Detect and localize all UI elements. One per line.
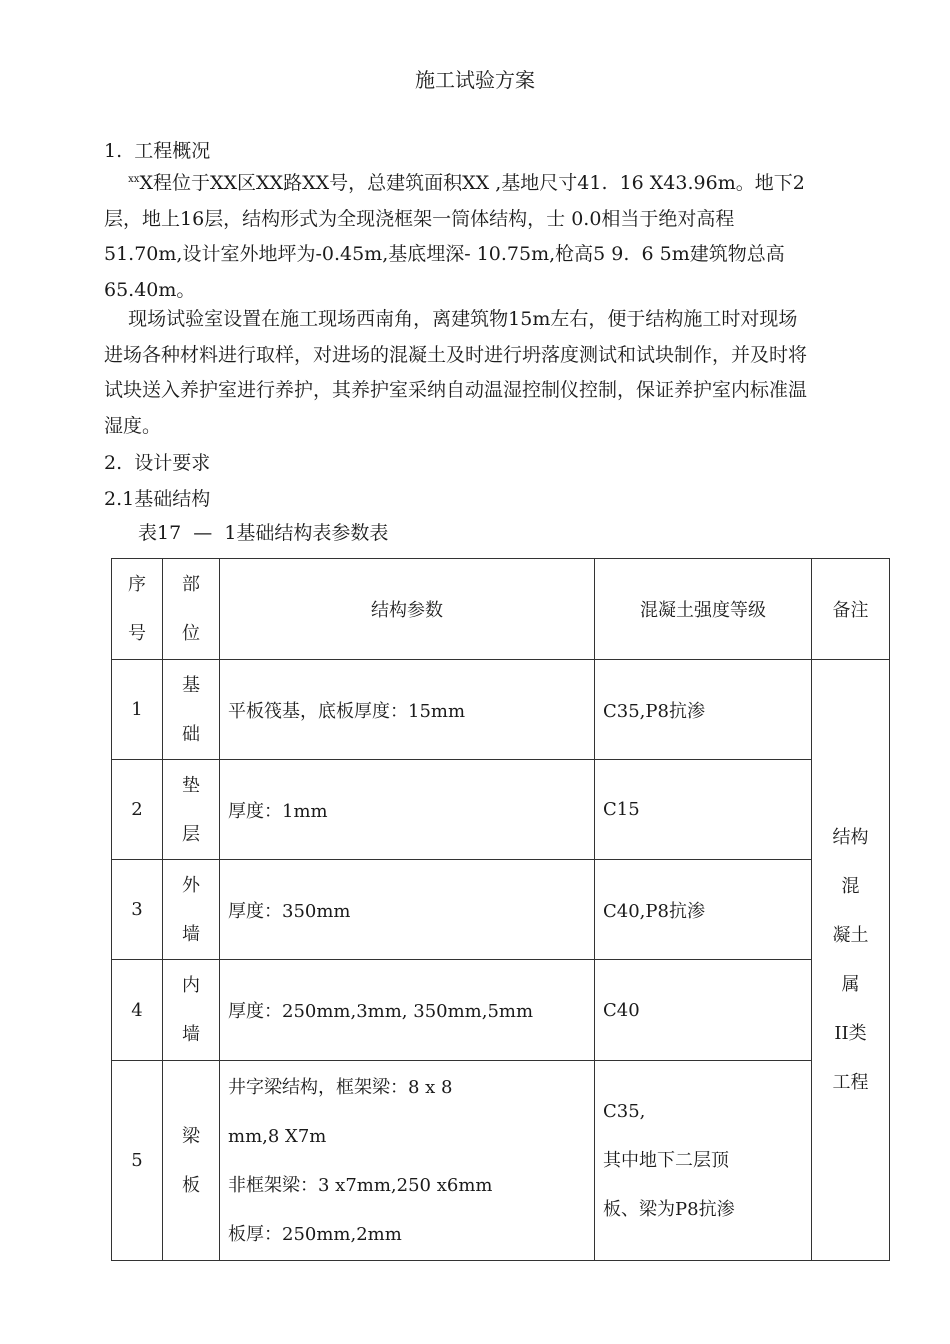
header-cell-concrete-grade: 混凝土强度等级 xyxy=(595,559,812,660)
paragraph-lab-setup xyxy=(104,302,894,444)
cell-position: 外 墙 xyxy=(163,860,220,960)
cell-position: 基 础 xyxy=(163,660,220,760)
table-row xyxy=(112,960,890,1061)
cell-concrete-grade: C35, 其中地下二层顶 板、梁为P8抗渗 xyxy=(595,1061,812,1261)
header-cell-remarks: 备注 xyxy=(812,559,890,660)
cell-position: 梁 板 xyxy=(163,1061,220,1261)
cell-concrete-grade: C40 xyxy=(595,960,812,1061)
paragraph-line: 65.40m。 xyxy=(104,278,196,301)
foundation-parameter-table xyxy=(111,558,890,1261)
paragraph-line: 试块送入养护室进行养护，其养护室采纳自动温湿控制仪控制，保证养护室内标准温 xyxy=(104,379,808,401)
cell-concrete-grade: C40,P8抗渗 xyxy=(595,860,812,960)
table-caption: 表17 — 1基础结构表参数表 xyxy=(138,522,389,544)
table-header-row xyxy=(112,559,890,660)
paragraph-line: 湿度。 xyxy=(104,414,162,437)
cell-position: 内 墙 xyxy=(163,960,220,1061)
cell-remarks: 结构 混 凝土 属 II类 工程 xyxy=(812,660,890,1261)
cell-number: 3 xyxy=(112,860,163,960)
table-row xyxy=(112,760,890,860)
cell-structure-parameter: 厚度：350mm xyxy=(220,860,595,960)
paragraph-line: 51.70m,设计室外地坪为-0.45m,基底埋深- 10.75m,枪高5 9. 6 5m建筑物总高 xyxy=(104,243,785,265)
cell-number: 4 xyxy=(112,960,163,1061)
paragraph-line: $^{xx}$X程位于XX区XX路XX号，总建筑面积XX ,基地尺寸41. 16 X43.96m。地下2 xyxy=(128,172,805,194)
cell-concrete-grade: C35,P8抗渗 xyxy=(595,660,812,760)
cell-structure-parameter: 平板筏基，底板厚度：15mm xyxy=(220,660,595,760)
cell-number: 5 xyxy=(112,1061,163,1261)
cell-structure-parameter: 厚度：1mm xyxy=(220,760,595,860)
paragraph-line: 层，地上16层，结构形式为全现浇框架一筒体结构，士 0.0相当于绝对高程 xyxy=(104,207,735,230)
document-title: 施工试验方案 xyxy=(415,68,535,92)
header-cell-structure-parameter: 结构参数 xyxy=(220,559,595,660)
section-heading-overview: 1. 工程概况 xyxy=(104,140,211,162)
superscript-text: xx xyxy=(128,174,140,185)
table-row xyxy=(112,1061,890,1261)
header-cell-number: 序 号 xyxy=(112,559,163,660)
cell-number: 2 xyxy=(112,760,163,860)
cell-number: 1 xyxy=(112,660,163,760)
cell-concrete-grade: C15 xyxy=(595,760,812,860)
table-row xyxy=(112,660,890,760)
cell-position: 垫 层 xyxy=(163,760,220,860)
cell-structure-parameter: 厚度：250mm,3mm, 350mm,5mm xyxy=(220,960,595,1061)
cell-structure-parameter: 井字梁结构，框架梁：8 x 8 mm,8 X7m 非框架梁：3 x7mm,250 x6mm 板厚：250mm,2mm xyxy=(220,1061,595,1261)
paragraph-line: 现场试验室设置在施工现场西南角，离建筑物15m左右，便于结构施工时对现场 xyxy=(104,308,798,330)
subsection-heading-foundation: 2.1基础结构 xyxy=(104,488,211,510)
paragraph-line: 进场各种材料进行取样，对进场的混凝土及时进行坍落度测试和试块制作，并及时将 xyxy=(104,343,808,366)
section-heading-design: 2. 设计要求 xyxy=(104,452,211,474)
paragraph-overview xyxy=(104,162,894,308)
table-row xyxy=(112,860,890,960)
header-cell-position: 部 位 xyxy=(163,559,220,660)
